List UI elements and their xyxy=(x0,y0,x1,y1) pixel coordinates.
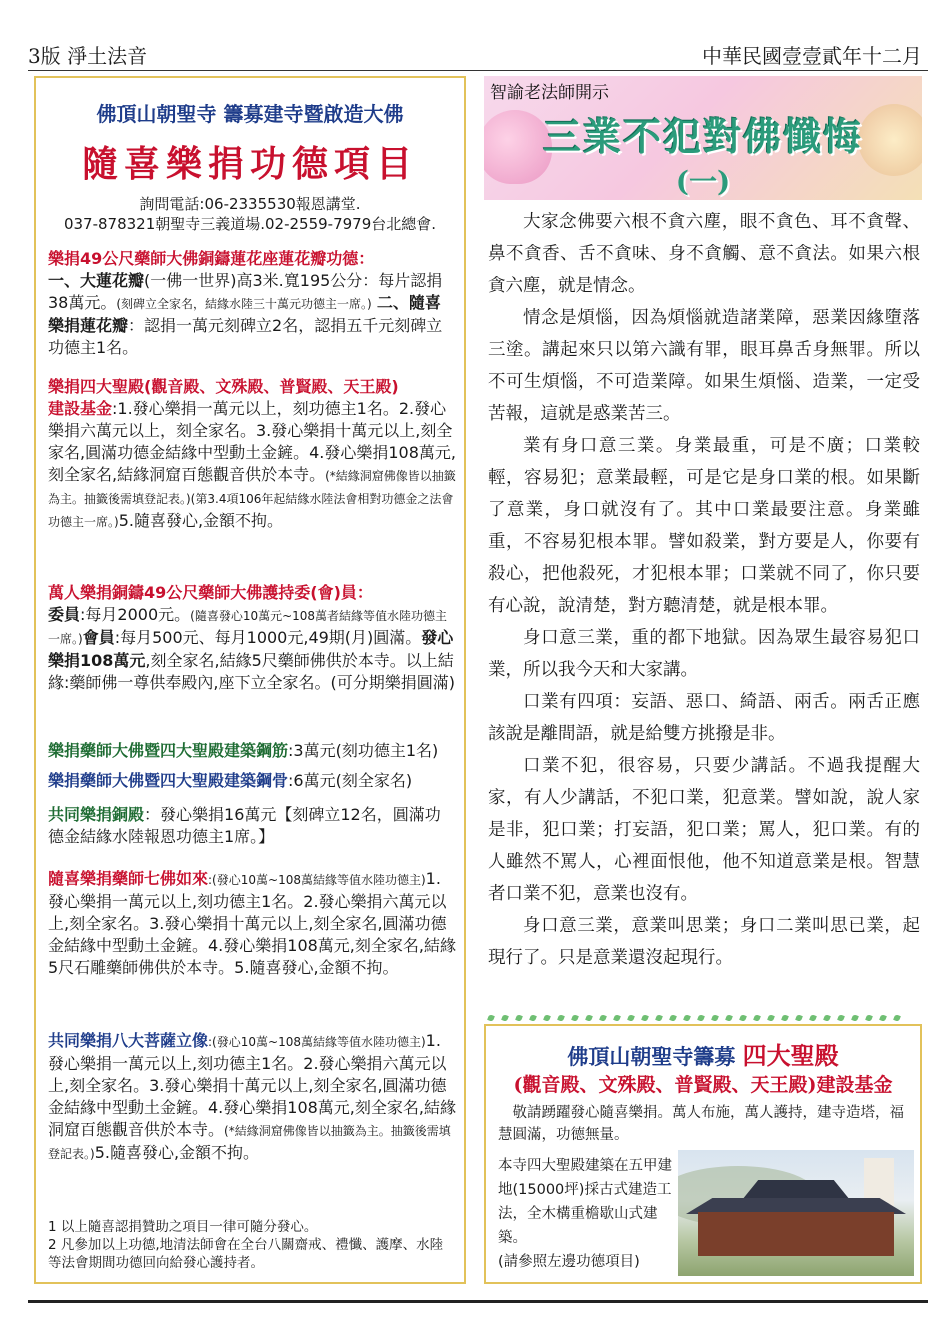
section-heading: 樂捐49公尺藥師大佛銅鑄蓮花座蓮花瓣功德： xyxy=(48,249,375,268)
item-text: :6萬元(刻全家名) xyxy=(288,771,413,790)
paragraph: 口業有四項：妄語、惡口、綺語、兩舌。兩舌正應該說是離間語，就是給雙方挑撥是非。 xyxy=(488,692,920,744)
item-text: (一佛一世界)高3米.寬195公分：每片認捐38萬元。 xyxy=(48,271,443,312)
section-heading-2: 建設基金 xyxy=(48,399,113,418)
section-eight-bodhisattvas xyxy=(48,1030,456,1165)
item-note: (隨喜發心10萬元~108萬者結緣等值水陸功德主一席。) xyxy=(48,609,448,646)
ad-body: 敬請踴躍發心隨喜樂捐。萬人布施，萬人護持，建寺造塔，福慧圓滿，功德無量。 xyxy=(498,1105,904,1143)
item-note: (*結緣洞窟佛像皆以抽籤為主。抽籤後需填登記表。) xyxy=(48,1124,451,1161)
temple-photo xyxy=(678,1150,914,1276)
section-heading: 樂捐四大聖殿(觀音殿、文殊殿、普賢殿、天王殿) xyxy=(48,377,399,396)
section-heading: 共同樂捐八大菩薩立像 xyxy=(48,1031,209,1050)
ad-title-highlight: 四大聖殿 xyxy=(742,1041,839,1070)
section-heading: 共同樂捐銅殿 xyxy=(48,805,145,824)
issue-date: 中華民國壹壹貳年十二月 xyxy=(702,44,922,68)
ad-title xyxy=(486,1036,920,1071)
item-label: 一、大蓮花瓣 xyxy=(48,271,145,290)
section-committee xyxy=(48,582,456,694)
item-note: :(發心10萬~108萬結緣等值水陸功德主) xyxy=(208,1035,426,1049)
article-body xyxy=(488,206,920,974)
item-text: :每月500元、每月1000元,49期(月)圓滿。 xyxy=(114,628,422,647)
paragraph: 業有身口意三業。身業最重，可是不廣；口業較輕，容易犯；意業最輕，可是它是身口業的根。如果斷了意業，身口就沒有了。其中口業最要注意。身業雖重，不容易犯根本罪。譬如殺業，對方要是人，你要有殺心，把他殺死，才犯根本罪；口業就不同了，你只要有心說，說清楚，對方聽清楚，就是根本罪。 xyxy=(488,436,920,616)
contact-info xyxy=(48,194,452,234)
header-rule xyxy=(28,70,928,71)
footnote-1: 1 以上隨喜認捐贊助之項目一律可隨分發心。 xyxy=(48,1219,318,1235)
contact-line-1: 詢問電話:06-2335530報恩講堂. xyxy=(139,195,361,213)
item-text: :每月2000元。 xyxy=(80,605,191,624)
item-text: 5.隨喜發心,金額不拘。 xyxy=(118,511,284,530)
item-label: 會員 xyxy=(82,628,115,647)
donation-subtitle: 佛頂山朝聖寺 籌募建寺暨啟造大佛 xyxy=(96,102,404,126)
ad-subtitle: (觀音殿、文殊殿、普賢殿、天王殿)建設基金 xyxy=(513,1074,893,1096)
paragraph: 身口意三業，重的都下地獄。因為眾生最容易犯口業，所以我今天和大家講。 xyxy=(488,628,920,680)
item-text: :1.發心樂捐一萬元以上，刻功德主1名。2.發心樂捐六萬元以上，刻全家名。3.發心樂捐十萬元以上,刻全家名,圓滿功德金結緣中型動土金鏟。4.發心樂捐108萬元,刻全家名,結緣洞窟百態觀音供於本寺。 xyxy=(48,399,456,484)
ad-description-text: 本寺四大聖殿建築在五甲建地(15000坪)採古式建造工法，全木構重檐歇山式建築。 xyxy=(498,1158,672,1246)
item-label: 發心樂捐108萬元 xyxy=(48,628,454,670)
ad-note: (請參照左邊功德項目) xyxy=(498,1254,640,1270)
footer-rule xyxy=(28,1300,928,1303)
paragraph: 情念是煩惱，因為煩惱就造諸業障，惡業因緣墮落三塗。講起來只以第六識有罪，眼耳鼻舌身無罪。所以不可生煩惱，不可造業障。如果生煩惱、造業，一定受苦報，這就是惑業苦三。 xyxy=(488,308,920,424)
item-text: 1.發心樂捐一萬元以上,刻功德主1名。2.發心樂捐六萬元以上,刻全家名。3.發心樂捐十萬元以上,刻全家名,圓滿功德金結緣中型動土金鏟。4.發心樂捐108萬元,刻全家名,結緣洞窟百態觀音供於本寺。 xyxy=(48,1031,456,1139)
section-steel xyxy=(48,770,456,792)
section-four-halls xyxy=(48,376,456,533)
contact-line-2: 037-878321朝聖寺三義道場.02-2559-7979台北總會. xyxy=(63,215,437,233)
section-heading: 樂捐藥師大佛暨四大聖殿建築鋼骨 xyxy=(48,771,289,790)
section-lotus-petals xyxy=(48,248,456,359)
section-rebar xyxy=(48,740,456,762)
item-text: :3萬元(刻功德主1名) xyxy=(288,741,439,760)
item-text: ,刻全家名,結緣5尺藥師佛供於本寺。以上結緣:藥師佛一尊供奉殿內,座下立全家名。(可分期樂捐圓滿) xyxy=(48,651,455,692)
footnote-2: 2 凡參加以上功德,地清法師會在全台八關齋戒、禮懺、護摩、水陸等法會期間功德回向給發心護持者。 xyxy=(48,1237,444,1271)
item-text: 5.隨喜發心,金額不拘。 xyxy=(94,1143,260,1162)
ad-description xyxy=(498,1154,674,1274)
item-note: (刻碑立全家名，結緣水陸三十萬元功德主一席。) xyxy=(116,297,372,311)
footnotes xyxy=(48,1218,456,1272)
item-label: 二、隨喜樂捐蓮花瓣 xyxy=(48,293,441,335)
item-note: (*結緣洞窟佛像皆以抽籤為主。抽籤後需填登記表。)(第3.4項106年起結緣水陸法會相對功德金之法會功德主一席。) xyxy=(48,469,456,529)
item-text: 1.發心樂捐一萬元以上,刻功德主1名。2.發心樂捐六萬元以上,刻全家名。3.發心樂捐十萬元以上,刻全家名,圓滿功德金結緣中型動土金鏟。4.發心樂捐108萬元,刻全家名,結緣5尺石雕藥師佛供於本寺。5.隨喜發心,金額不拘。 xyxy=(48,869,456,977)
article-banner xyxy=(484,76,922,200)
paragraph: 口業不犯，很容易，只要少講話。不過我提醒大家，有人少講話，不犯口業，犯意業。譬如說，說人家是非，犯口業；打妄語，犯口業；罵人，犯口業。有的人雖然不罵人，心裡面恨他，他不知道意業是根。智慧者口業不犯，意業也沒有。 xyxy=(488,756,920,904)
item-text: ：發心樂捐16萬元【刻碑立12名，圓滿功德金結緣水陸報恩功德主1席。】 xyxy=(48,805,441,846)
donation-box xyxy=(34,76,466,1284)
item-text: ：認捐一萬元刻碑立2名，認捐五千元刻碑立功德主1名。 xyxy=(48,316,443,357)
donation-title: 隨喜樂捐功德項目 xyxy=(81,143,418,185)
article-author: 智諭老法師開示 xyxy=(490,83,609,103)
section-bronze-hall xyxy=(48,804,456,848)
ad-title-main: 佛頂山朝聖寺籌募 xyxy=(567,1044,736,1069)
paragraph: 大家念佛要六根不貪六塵，眼不貪色、耳不貪聲、鼻不貪香、舌不貪味、身不貪觸、意不貪法。如果六根貪六塵，就是情念。 xyxy=(488,212,920,296)
item-label: 委員 xyxy=(48,605,81,624)
item-note: :(發心10萬~108萬結緣等值水陸功德主) xyxy=(208,873,426,887)
article-title: 三業不犯對佛懺悔 xyxy=(542,114,863,159)
paragraph: 身口意三業，意業叫思業；身口二業叫思已業，起現行了。只是意業還沒起現行。 xyxy=(488,916,920,968)
article-part: (一) xyxy=(675,165,731,198)
section-heading: 萬人樂捐銅鑄49公尺藥師大佛護持委(會)員： xyxy=(48,583,373,602)
section-seven-buddhas xyxy=(48,868,456,979)
section-heading: 樂捐藥師大佛暨四大聖殿建築鋼筋 xyxy=(48,741,289,760)
section-heading: 隨喜樂捐藥師七佛如來 xyxy=(48,869,209,888)
four-halls-ad xyxy=(484,1024,922,1284)
leaf-divider xyxy=(484,1006,922,1016)
page-section-label: 3版 淨土法音 xyxy=(28,44,148,68)
